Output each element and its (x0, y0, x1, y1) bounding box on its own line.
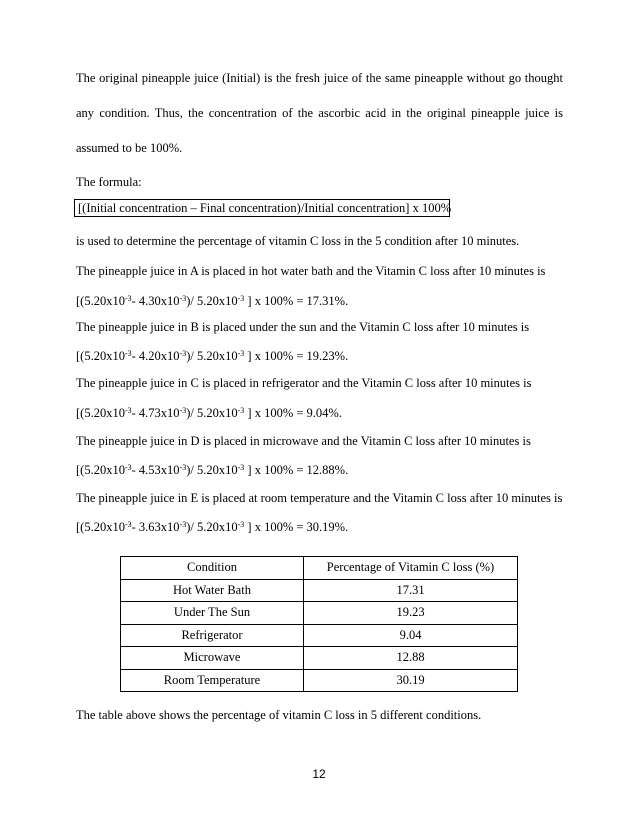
condition-a-calculation: [($5.20x10^{-3}-$ $4.30x10^{-3})/$ $5.20x10^{-3}$ ] x 100% = 17.31%. (76, 294, 349, 308)
table-header-cell: Condition (121, 557, 304, 580)
condition-e-description: The pineapple juice in E is placed at room temperature and the Vitamin C loss after 10 minutes is (76, 491, 563, 505)
condition-b-calculation: [($5.20x10^{-3}-$ $4.20x10^{-3})/$ $5.20x10^{-3}$ ] x 100% = 19.23%. (76, 349, 349, 363)
table-cell: Microwave (121, 647, 304, 670)
intro-line-1: The original pineapple juice (Initial) is the fresh juice of the same pineapple without go thought (76, 71, 563, 85)
table-header-row (121, 557, 518, 580)
condition-d-calculation: [($5.20x10^{-3}-$ $4.53x10^{-3})/$ $5.20x10^{-3}$ ] x 100% = 12.88%. (76, 463, 349, 477)
condition-e-calculation: [($5.20x10^{-3}-$ $3.63x10^{-3})/$ $5.20x10^{-3}$ ] x 100% = 30.19%. (76, 520, 349, 534)
table-cell: Refrigerator (121, 624, 304, 647)
conclusion-text: The table above shows the percentage of vitamin C loss in 5 different conditions. (76, 708, 482, 722)
formula-box: [(Initial concentration – Final concentration)/Initial concentration] x 100% (74, 199, 450, 217)
page-number: 12 (312, 767, 326, 781)
table-cell: Under The Sun (121, 602, 304, 625)
table-row (121, 602, 518, 625)
intro-line-2: any condition. Thus, the concentration of the ascorbic acid in the original pineapple juice is (76, 106, 563, 120)
table-cell: Hot Water Bath (121, 579, 304, 602)
formula-usage: is used to determine the percentage of vitamin C loss in the 5 condition after 10 minutes. (76, 234, 520, 248)
table-cell: 19.23 (304, 602, 518, 625)
table-cell: 17.31 (304, 579, 518, 602)
condition-c-calculation: [($5.20x10^{-3}-$ $4.73x10^{-3})/$ $5.20x10^{-3}$ ] x 100% = 9.04%. (76, 406, 342, 420)
condition-a-description: The pineapple juice in A is placed in hot water bath and the Vitamin C loss after 10 minutes is (76, 264, 546, 278)
table-cell: 12.88 (304, 647, 518, 670)
table-row (121, 647, 518, 670)
formula-label: The formula: (76, 175, 142, 189)
table-cell: Room Temperature (121, 669, 304, 692)
table-row (121, 624, 518, 647)
vitamin-c-loss-table (120, 556, 518, 692)
table-row (121, 669, 518, 692)
condition-d-description: The pineapple juice in D is placed in microwave and the Vitamin C loss after 10 minutes is (76, 434, 531, 448)
condition-c-description: The pineapple juice in C is placed in refrigerator and the Vitamin C loss after 10 minutes is (76, 376, 532, 390)
condition-b-description: The pineapple juice in B is placed under the sun and the Vitamin C loss after 10 minutes is (76, 320, 530, 334)
table-cell: 9.04 (304, 624, 518, 647)
intro-line-3: assumed to be 100%. (76, 141, 183, 155)
table-cell: 30.19 (304, 669, 518, 692)
table-header-cell: Percentage of Vitamin C loss (%) (304, 557, 518, 580)
table-row (121, 579, 518, 602)
